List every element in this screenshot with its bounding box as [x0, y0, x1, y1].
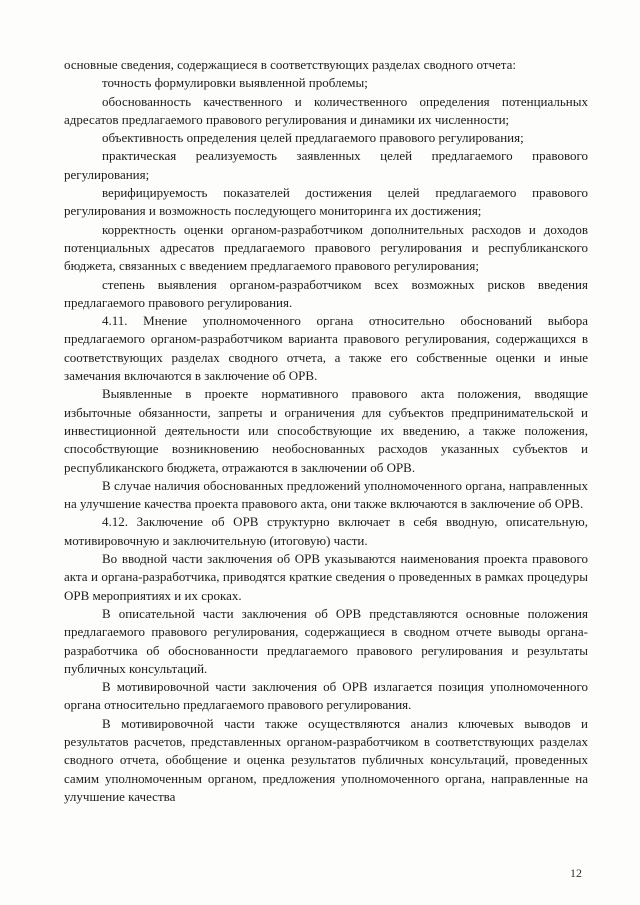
paragraph: 4.11. Мнение уполномоченного органа относительно обоснований выбора предлагаемого органом-разработчиком варианта правового регулирования, содержащихся в соответствующих разделах сводного отчета, а также его собственные оценки и иные замечания включаются в заключение об ОРВ. — [64, 313, 588, 384]
paragraph: практическая реализуемость заявленных целей предлагаемого правового регулирования; — [64, 148, 588, 182]
paragraph: степень выявления органом-разработчиком всех возможных рисков введения предлагаемого правового регулирования. — [64, 276, 588, 310]
document-body — [64, 56, 588, 806]
paragraph: В мотивировочной части заключения об ОРВ излагается позиция уполномоченного органа относительно предлагаемого правового регулирования. — [64, 679, 588, 713]
paragraph: объективность определения целей предлагаемого правового регулирования; — [102, 130, 524, 146]
page-number: 12 — [570, 866, 582, 880]
paragraph: Во вводной части заключения об ОРВ указываются наименования проекта правового акта и органа-разработчика, приводятся краткие сведения о проведенных в рамках процедуры ОРВ мероприятиях и их сроках. — [64, 551, 588, 603]
paragraph: основные сведения, содержащиеся в соответствующих разделах сводного отчета: — [64, 57, 516, 72]
paragraph: В описательной части заключения об ОРВ представляются основные положения предлагаемого правового регулирования, содержащиеся в сводном отчете выводы органа-разработчика об обоснованности предлагаемого правового регулирования и результаты публичных консультаций. — [64, 605, 588, 676]
paragraph: точность формулировки выявленной проблемы; — [102, 75, 368, 91]
paragraph: В мотивировочной части также осуществляются анализ ключевых выводов и результатов расчетов, представленных органом-разработчиком в соответствующих разделах сводного отчета, обобщение и оценка результатов публичных консультаций, проведенных самим уполномоченным органом, предложения уполномоченного органа, направленные на улучшение качества — [64, 715, 588, 804]
paragraph: корректность оценки органом-разработчиком дополнительных расходов и доходов потенциальных адресатов предлагаемого правового регулирования и республиканского бюджета, связанных с введением предлагаемого правового регулирования; — [64, 221, 588, 274]
paragraph: верифицируемость показателей достижения целей предлагаемого правового регулирования и возможность последующего мониторинга их достижения; — [64, 185, 588, 219]
paragraph: В случае наличия обоснованных предложений уполномоченного органа, направленных на улучшение качества проекта правового акта, они также включаются в заключение об ОРВ. — [64, 477, 588, 512]
paragraph: Выявленные в проекте нормативного правового акта положения, вводящие избыточные обязанности, запреты и ограничения для субъектов предпринимательской и инвестиционной деятельности или способствующие их введению, а также положения, способствующие возникновению необоснованных расходов указанных субъектов и республиканского бюджета, отражаются в заключении об ОРВ. — [64, 386, 588, 475]
paragraph: 4.12. Заключение об ОРВ структурно включает в себя вводную, описательную, мотивировочную и заключительную (итоговую) части. — [64, 514, 588, 548]
paragraph: обоснованность качественного и количественного определения потенциальных адресатов предлагаемого правового регулирования и динамики их численности; — [64, 93, 588, 127]
